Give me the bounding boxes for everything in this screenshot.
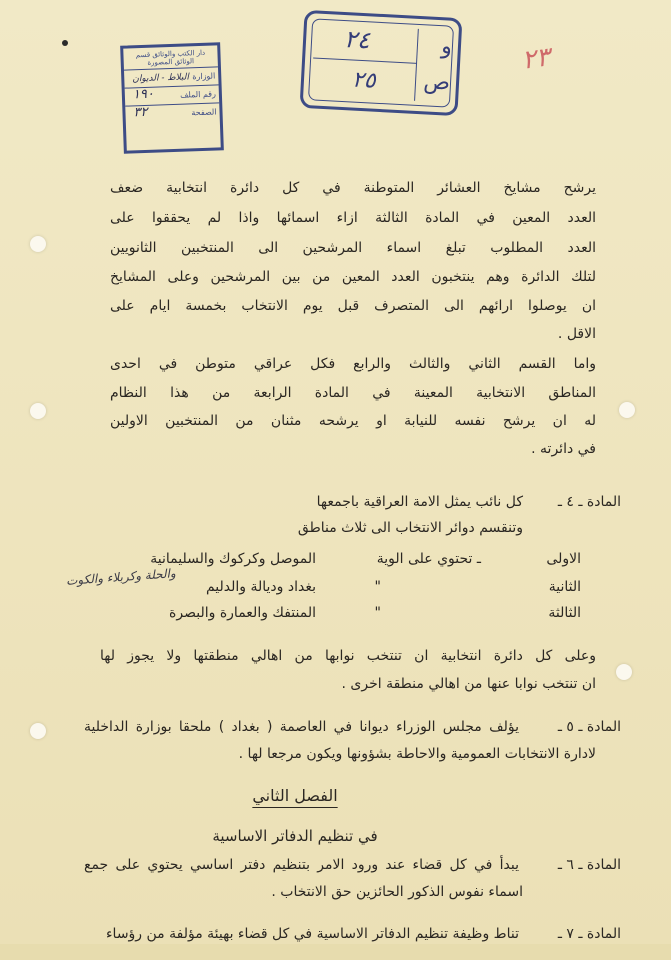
stamp-header: دار الكتب والوثائق قسم الوثائق المصورة xyxy=(123,45,218,70)
body-line: ان تنتخب نوابا عنها من اهالي منطقة اخرى . xyxy=(341,676,596,692)
region-places: بغداد وديالة والدليم xyxy=(205,579,316,595)
stamp-row-page xyxy=(125,103,220,123)
handwritten-insertion: والحلة وكربلاء والكوت xyxy=(65,566,177,588)
punch-hole-right-1 xyxy=(619,402,635,418)
article-5-text: يؤلف مجلس الوزراء ديوانا في العاصمة ( بغداد ) ملحقا بوزارة الداخلية xyxy=(84,719,519,735)
article-7-text: تناط وظيفة تنظيم الدفاتر الاساسية في كل قضاء بهيئة مؤلفة من رؤساء xyxy=(105,926,519,942)
folio-number-stamp xyxy=(300,10,463,116)
body-line: لتلك الدائرة وهم ينتخبون العدد المعين من بين المرشحين وعلى المشايخ xyxy=(110,269,596,285)
region-name: الاولى xyxy=(546,551,581,567)
chapter-title: الفصل الثاني xyxy=(252,786,338,805)
article-4-label: المادة ـ ٤ ـ xyxy=(557,494,621,510)
article-4-text: كل نائب يمثل الامة العراقية باجمعها xyxy=(316,494,523,510)
page-bottom-edge xyxy=(0,944,671,960)
body-line: العدد المعين في المادة الثالثة ازاء اسمائها واذا لم يحققوا على xyxy=(110,210,596,226)
stamp-value: ٣٢ xyxy=(133,104,148,121)
article-6-text: يبدأ في كل قضاء عند ورود الامر بتنظيم دفتر اساسي يحتوي على جمع xyxy=(84,857,519,873)
folio-value-2: ٢٥ xyxy=(351,67,377,94)
body-line: وعلى كل دائرة انتخابية ان تنتخب نوابها من اهالي منطقتها ولا يجوز لها xyxy=(100,648,596,664)
punch-hole-right-2 xyxy=(616,664,632,680)
punch-hole-left-2 xyxy=(30,403,46,419)
region-places: الموصل وكركوك والسليمانية xyxy=(150,551,316,567)
region-name: الثانية xyxy=(548,579,581,595)
stamp-value: البلاط - الديوان xyxy=(132,72,190,85)
region-places: المنتفك والعمارة والبصرة xyxy=(169,605,316,621)
body-line: ان يوصلوا ارائهم الى المتصرف قبل يوم الانتخاب بخمسة ايام على xyxy=(110,298,596,314)
region-name: الثالثة xyxy=(548,605,581,621)
region-verb: " xyxy=(374,605,381,621)
region-verb: " xyxy=(374,579,381,595)
folio-value-1: ٢٤ xyxy=(343,25,371,55)
article-6-text: اسماء نفوس الذكور الحائزين حق الانتخاب . xyxy=(271,884,523,900)
folio-label-2: ص xyxy=(422,69,451,96)
article-5-label: المادة ـ ٥ ـ xyxy=(557,719,621,735)
ink-dot xyxy=(62,40,68,46)
article-5-text: لادارة الانتخابات العمومية والاحاطة بشؤونها ويكون مرجعا لها . xyxy=(238,746,596,762)
body-line: له ان يرشح نفسه للنيابة او يرشحه مثنان من المنتخبين الاولين xyxy=(110,413,596,429)
archive-registry-stamp xyxy=(120,42,224,153)
handwritten-page-number: ٢٣ xyxy=(520,42,552,76)
stamp-label: الصفحة xyxy=(191,107,217,118)
article-7-label: المادة ـ ٧ ـ xyxy=(557,926,621,942)
body-line: العدد المطلوب تبلغ اسماء المرشحين الى المنتخبين الثانويين xyxy=(110,240,596,256)
stamp-label: الوزارة xyxy=(192,71,216,82)
region-verb: ـ تحتوي على الوية xyxy=(376,551,481,567)
chapter-subtitle: في تنظيم الدفاتر الاساسية xyxy=(212,827,378,845)
article-4-text: وتنقسم دوائر الانتخاب الى ثلاث مناطق xyxy=(297,520,523,536)
article-6-label: المادة ـ ٦ ـ xyxy=(557,857,621,873)
body-line: يرشح مشايخ العشائر المتوطنة في كل دائرة انتخابية ضعف xyxy=(110,180,596,196)
body-line: واما القسم الثاني والثالث والرابع فكل عراقي متوطن في احدى xyxy=(110,356,596,372)
body-line: في دائرته . xyxy=(531,441,596,457)
body-line: المناطق الانتخابية المعينة في المادة الرابعة من هذا النظام xyxy=(110,385,596,401)
punch-hole-left-3 xyxy=(30,723,46,739)
stamp-label: رقم الملف xyxy=(179,89,217,100)
folio-label-1: و xyxy=(440,34,453,60)
punch-hole-left-1 xyxy=(30,236,46,252)
body-line: الاقل . xyxy=(557,326,596,342)
stamp-value: ١٩٠ xyxy=(132,86,155,103)
